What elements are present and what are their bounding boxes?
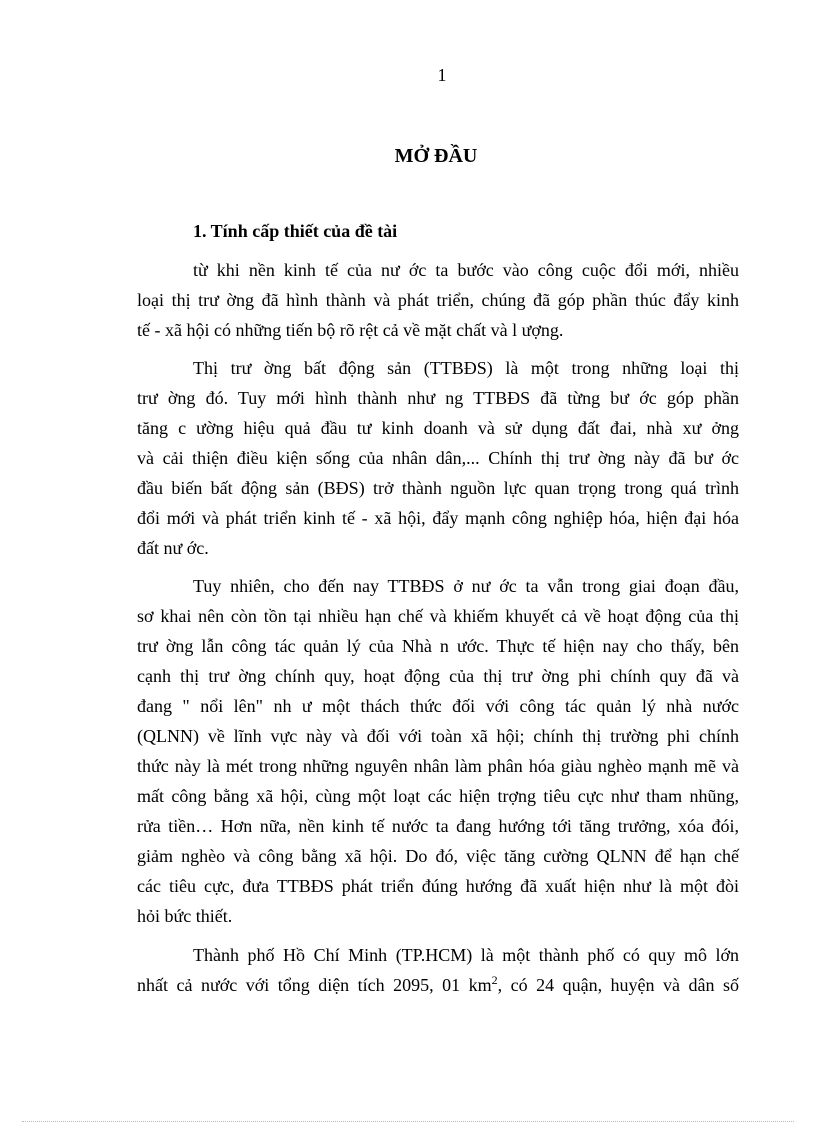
paragraph-line: tế - xã hội có những tiến bộ rõ rệt cả về mặt chất và l ượng. [137, 320, 564, 340]
paragraph-line: trư ờng đó. Tuy mới hình thành như ng TTBĐS đã từng bư ớc góp phần [137, 388, 739, 408]
paragraph-line: đầu biến bất động sản (BĐS) trở thành nguồn lực quan trọng trong quá trình [137, 478, 739, 498]
paragraph-line: mất công bằng xã hội, cùng một loạt các hiện trợng tiêu cực như tham nhũng, [137, 786, 739, 806]
paragraph-line [137, 973, 739, 997]
paragraph-line: (QLNN) về lĩnh vực này và đối với toàn xã hội; chính thị trường phi chính [137, 726, 739, 746]
paragraph-line: đổi mới và phát triển kinh tế - xã hội, đẩy mạnh công nghiệp hóa, hiện đại hóa [137, 508, 739, 528]
paragraph-line: đất nư ớc. [137, 538, 209, 558]
superscript: 2 [491, 973, 498, 987]
paragraph-line: Thị trư ờng bất động sản (TTBĐS) là một trong những loại thị [193, 358, 739, 378]
paragraph-line: Tuy nhiên, cho đến nay TTBĐS ở nư ớc ta vẫn trong giai đoạn đầu, [193, 576, 739, 596]
line-text: nhất cả nước với tổng diện tích 2095, 01 km [137, 975, 492, 995]
paragraph-line: đang " nổi lên" nh ư một thách thức đối với công tác quản lý nhà nước [137, 696, 739, 716]
paragraph-line: trư ờng lẫn công tác quản lý của Nhà n ước. Thực tế hiện nay cho thấy, bên [137, 636, 739, 656]
paragraph-line: từ khi nền kinh tế của nư ớc ta bước vào công cuộc đổi mới, nhiều [193, 260, 739, 280]
paragraph-line: cạnh thị trư ờng chính quy, hoạt động của thị trư ờng phi chính quy đã và [137, 666, 739, 686]
paragraph-line: các tiêu cực, đưa TTBĐS phát triển đúng hướng đã xuất hiện như là một đòi [137, 876, 739, 896]
page-title: MỞ ĐẦU [394, 145, 478, 167]
paragraph-line: và cải thiện điều kiện sống của nhân dân,... Chính thị trư ờng này đã bư ớc [137, 448, 739, 468]
paragraph-line: sơ khai nên còn tồn tại nhiều hạn chế và khiếm khuyết cả về hoạt động của thị [137, 606, 739, 626]
line-text: , có 24 quận, huyện và dân số [497, 975, 739, 995]
paragraph-line: thức này là mét trong những nguyên nhân làm phân hóa giàu nghèo mạnh mẽ và [137, 756, 739, 776]
paragraph-line: Thành phố Hồ Chí Minh (TP.HCM) là một thành phố có quy mô lớn [193, 945, 739, 965]
paragraph-line: hỏi bức thiết. [137, 906, 233, 926]
page-number: 1 [437, 65, 447, 85]
paragraph-line: rửa tiền… Hơn nữa, nền kinh tế nước ta đang hướng tới tăng trưởng, xóa đói, [137, 816, 739, 836]
paragraph-line: loại thị trư ờng đã hình thành và phát triển, chúng đã góp phần thúc đẩy kinh [137, 290, 739, 310]
section-heading: 1. Tính cấp thiết của đề tài [193, 221, 398, 241]
page-bottom-rule [22, 1121, 794, 1122]
paragraph-line: giảm nghèo và công bằng xã hội. Do đó, việc tăng cường QLNN để hạn chế [137, 846, 739, 866]
paragraph-line: tăng c ường hiệu quả đầu tư kinh doanh và sử dụng đất đai, nhà xư ởng [137, 418, 739, 438]
